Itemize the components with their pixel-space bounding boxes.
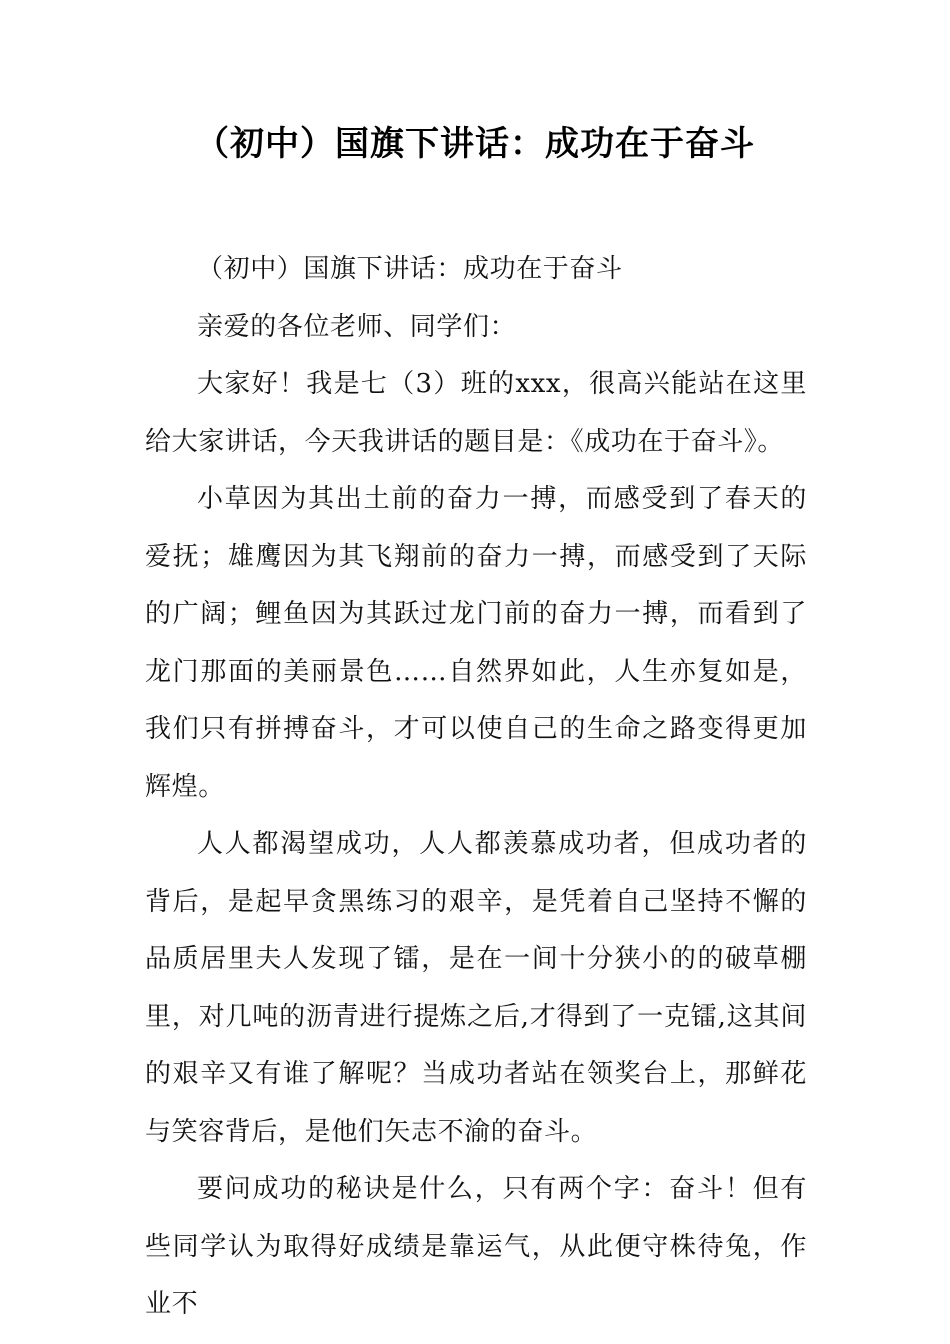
paragraph-secret-of-success: 要问成功的秘诀是什么，只有两个字：奋斗！但有些同学认为取得好成绩是靠运气，从此便守株待兔，作业不 — [145, 1174, 807, 1319]
paragraph-nature-analogy: 小草因为其出土前的奋力一搏，而感受到了春天的爱抚；雄鹰因为其飞翔前的奋力一搏，而感受到了天际的广阔；鲤鱼因为其跃过龙门前的奋力一搏，而看到了龙门那面的美丽景色……自然界如此，人生亦复如是，我们只有拼搏奋斗，才可以使自己的生命之路变得更加辉煌。 — [145, 484, 807, 802]
document-body — [145, 241, 807, 1334]
paragraph-success-hardship: 人人都渴望成功，人人都羡慕成功者，但成功者的背后，是起早贪黑练习的艰辛，是凭着自己坚持不懈的品质居里夫人发现了镭，是在一间十分狭小的的破草棚里，对几吨的沥青进行提炼之后,才得到了一克镭,这其间的艰辛又有谁了解呢？当成功者站在领奖台上，那鲜花与笑容背后，是他们矢志不渝的奋斗。 — [145, 829, 807, 1147]
paragraph-introduction: 大家好！我是七（3）班的xxx，很高兴能站在这里给大家讲话，今天我讲话的题目是：《成功在于奋斗》。 — [145, 369, 807, 457]
paragraph-heading-repeat: （初中）国旗下讲话：成功在于奋斗 — [197, 254, 623, 284]
paragraph-salutation: 亲爱的各位老师、同学们： — [197, 311, 517, 342]
document-title: （初中）国旗下讲话：成功在于奋斗 — [195, 124, 755, 164]
